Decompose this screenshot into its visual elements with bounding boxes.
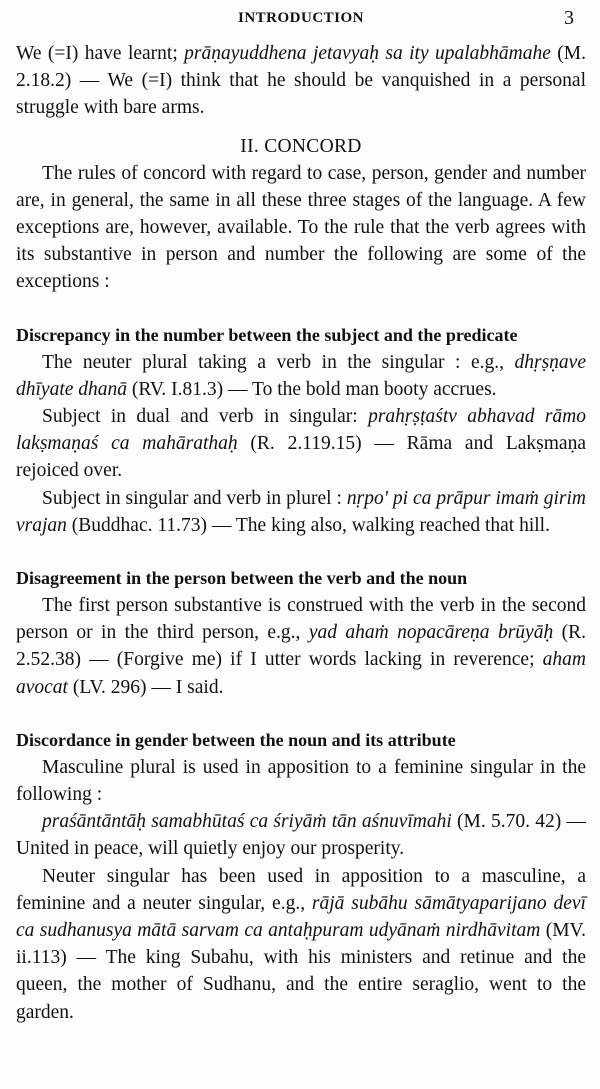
paragraph-singular-plural <box>16 485 586 539</box>
subheading-gender-discordance: Discordance in gender between the noun and its attribute <box>16 729 456 750</box>
paragraph-quote-prasanta <box>16 808 586 862</box>
paragraph-text: (LV. 296) — I said. <box>67 676 224 698</box>
page-number: 3 <box>564 7 574 29</box>
paragraph-text: Subject in singular and verb in plurel : <box>42 487 347 509</box>
sanskrit-quote: prāṇayuddhena jetavyaḥ sa ity upalabhāmahe <box>184 43 551 64</box>
sanskrit-quote: aham avocat <box>16 649 586 698</box>
paragraph-text: We (=I) have learnt; <box>16 43 185 64</box>
sanskrit-quote: nṛpo' pi ca prāpur imaṁ girim vrajan <box>16 487 586 536</box>
paragraph-text: (Buddhac. 11.73) — The king also, walking reached that hill. <box>66 514 550 536</box>
paragraph-first-person <box>16 592 586 701</box>
paragraph-text: (R. 2.52.38) — (Forgive me) if I utter words lacking in reverence; <box>16 622 587 671</box>
paragraph-text: (RV. I.81.3) — To the bold man booty accrues. <box>127 378 497 400</box>
section-heading: II. CONCORD <box>240 135 362 157</box>
paragraph-text: (R. 2.119.15) — Rāma and Lakṣmaṇa rejoiced over. <box>16 433 586 482</box>
paragraph-neuter-plural <box>16 349 586 403</box>
paragraph-neuter-singular <box>16 863 586 1026</box>
sanskrit-quote: prahṛṣṭaśtv abhavad rāmo lakṣmaṇaś ca mahārathaḥ <box>16 406 586 455</box>
paragraph-text: (MV. ii.113) — The king Subahu, with his ministers and retinue and the queen, the mother of Sudhanu, and the entire seraglio, went to the garden. <box>16 920 586 1023</box>
subheading-person-disagreement: Disagreement in the person between the verb and the noun <box>16 568 468 589</box>
paragraph-text: (M. 5.70. 42) — United in peace, will quietly enjoy our prosperity. <box>16 811 586 860</box>
paragraph-dual-singular <box>16 403 586 485</box>
running-head-title: INTRODUCTION <box>237 10 364 26</box>
running-head <box>16 0 586 40</box>
paragraph-text: The neuter plural taking a verb in the singular : e.g., <box>42 351 515 373</box>
sanskrit-quote: dhṛṣṇave dhīyate dhanā <box>16 351 586 400</box>
paragraph-text: Neuter singular has been used in apposition to a masculine, a feminine and a neuter singular, e.g., <box>16 865 586 914</box>
sanskrit-quote: praśāntāntāḥ samabhūtaś ca śriyāṁ tān aśnuvīmahi <box>42 811 452 833</box>
paragraph-text: Subject in dual and verb in singular: <box>42 406 369 428</box>
paragraph-text: The first person substantive is construed with the verb in the second person or in the third person, e.g., <box>16 595 586 644</box>
sanskrit-quote: yad ahaṁ nopacāreṇa brūyāḥ <box>308 622 554 644</box>
paragraph-masculine-plural: Masculine plural is used in apposition to a feminine singular in the following : <box>16 756 586 806</box>
subheading-number-discrepancy: Discrepancy in the number between the subject and the predicate <box>16 324 518 345</box>
paragraph-continued <box>16 40 586 122</box>
paragraph-text: (M. 2.18.2) — We (=I) think that he should be vanquished in a personal struggle with bare arms. <box>16 43 587 119</box>
sanskrit-quote: rājā subāhu sāmātyaparijano devī ca sudhanusya mātā sarvam ca antaḥpuram udyānaṁ nirdhāvitam <box>16 892 586 942</box>
paragraph-concord-rules: The rules of concord with regard to case, person, gender and number are, in general, the same in all these three stages of the language. A few exceptions are, however, available. To the rule that the verb agrees with its substantive in person and number the following are some of the exceptions : <box>16 162 586 293</box>
